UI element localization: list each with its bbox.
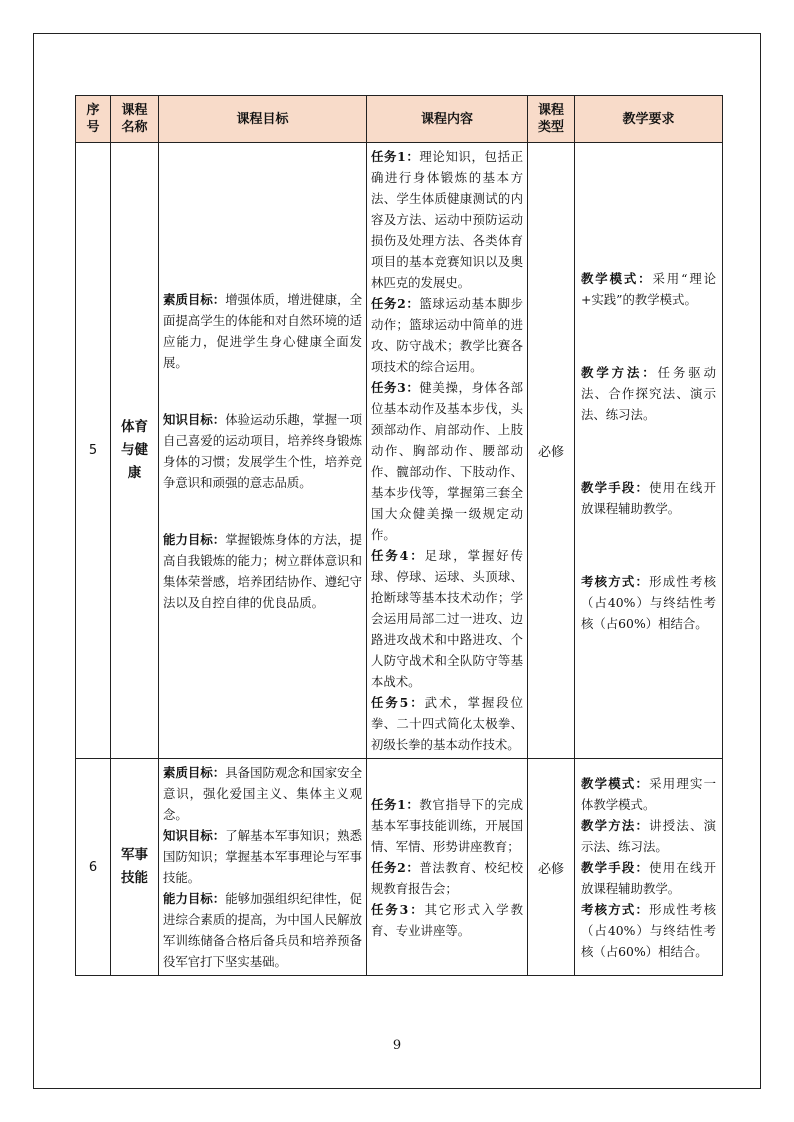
row-type: 必修 xyxy=(528,759,575,976)
req-item: 教学模式：采用理实一体教学模式。 xyxy=(581,775,717,812)
req-item: 教学模式：采用“理论+实践”的教学模式。 xyxy=(581,270,716,307)
req-item: 教学手段：使用在线开放课程辅助教学。 xyxy=(581,479,717,516)
table-header-row xyxy=(76,96,723,143)
task-item: 任务5：武术，掌握段位拳、二十四式简化太极拳、初级长拳的基本动作技术。 xyxy=(371,695,524,752)
goal-item: 素质目标：具备国防观念和国家安全意识，强化爱国主义、集体主义观念。 xyxy=(163,765,362,822)
row-seq: 6 xyxy=(76,759,111,976)
task-item: 任务2：普法教育、校纪校规教育报告会； xyxy=(371,859,524,896)
goal-item: 素质目标：增强体质，增进健康，全面提高学生的体能和对自然环境的适应能力，促进学生身心健康全面发展。 xyxy=(163,291,362,370)
header-req: 教学要求 xyxy=(575,96,723,143)
row-course-name: 体育与健康 xyxy=(111,143,159,759)
task-item: 任务2：篮球运动基本脚步动作；篮球运动中简单的进攻、防守战术；教学比赛各项技术的综合运用。 xyxy=(371,296,524,374)
header-type: 课程类型 xyxy=(528,96,575,143)
goal-item: 知识目标：了解基本军事知识；熟悉国防知识；掌握基本军事理论与军事技能。 xyxy=(163,828,362,885)
req-item: 教学方法：任务驱动法、合作探究法、演示法、练习法。 xyxy=(581,364,717,422)
row-tasks xyxy=(367,143,528,759)
table-row xyxy=(76,759,723,976)
task-item: 任务1：理论知识，包括正确进行身体锻炼的基本方法、学生体质健康测试的内容及方法、运动中预防运动损伤及处理方法、各类体育项目的基本竞赛知识以及奥林匹克的发展史。 xyxy=(371,149,524,290)
row-seq: 5 xyxy=(76,143,111,759)
header-seq: 序号 xyxy=(76,96,111,143)
row-goals xyxy=(159,759,367,976)
row-course-name: 军事技能 xyxy=(111,759,159,976)
task-item: 任务3：健美操，身体各部位基本动作及基本步伐，头颈部动作、肩部动作、上肢动作、胸部动作、腰部动作、髋部动作、下肢动作、基本步伐等，掌握第三套全国大众健美操一级规定动作。 xyxy=(371,380,524,542)
task-item: 任务3：其它形式入学教育、专业讲座等。 xyxy=(371,901,524,938)
req-item: 教学手段：使用在线开放课程辅助教学。 xyxy=(581,859,717,896)
table-row xyxy=(76,143,723,759)
task-item: 任务4：足球，掌握好传球、停球、运球、头顶球、抢断球等基本技术动作；学会运用局部二过一进攻、边路进攻战术和中路进攻、个人防守战术和全队防守等基本战术。 xyxy=(371,548,524,689)
course-table xyxy=(75,95,723,976)
header-content: 课程内容 xyxy=(367,96,528,143)
goal-item: 知识目标：体验运动乐趣，掌握一项自己喜爱的运动项目，培养终身锻炼身体的习惯；发展学生个性，培养竞争意识和顽强的意志品质。 xyxy=(163,411,362,490)
row-reqs xyxy=(575,759,723,976)
task-item: 任务1：教官指导下的完成基本军事技能训练，开展国情、军情、形势讲座教育； xyxy=(371,796,524,854)
row-type: 必修 xyxy=(528,143,575,759)
goal-item: 能力目标：能够加强组织纪律性，促进综合素质的提高，为中国人民解放军训练储备合格后备兵员和培养预备役军官打下坚实基础。 xyxy=(163,891,362,969)
row-tasks xyxy=(367,759,528,976)
page-number: 9 xyxy=(392,1038,402,1053)
req-item: 考核方式：形成性考核（占40%）与终结性考核（占60%）相结合。 xyxy=(581,901,717,959)
row-goals xyxy=(159,143,367,759)
header-course-name: 课程名称 xyxy=(111,96,159,143)
req-item: 教学方法：讲授法、演示法、练习法。 xyxy=(581,817,717,854)
goal-item: 能力目标：掌握锻炼身体的方法，提高自我锻炼的能力；树立群体意识和集体荣誉感，培养团结协作、遵纪守法以及自控自律的优良品质。 xyxy=(163,531,362,610)
row-reqs xyxy=(575,143,723,759)
req-item: 考核方式：形成性考核（占40%）与终结性考核（占60%）相结合。 xyxy=(581,573,717,631)
header-goal: 课程目标 xyxy=(159,96,367,143)
